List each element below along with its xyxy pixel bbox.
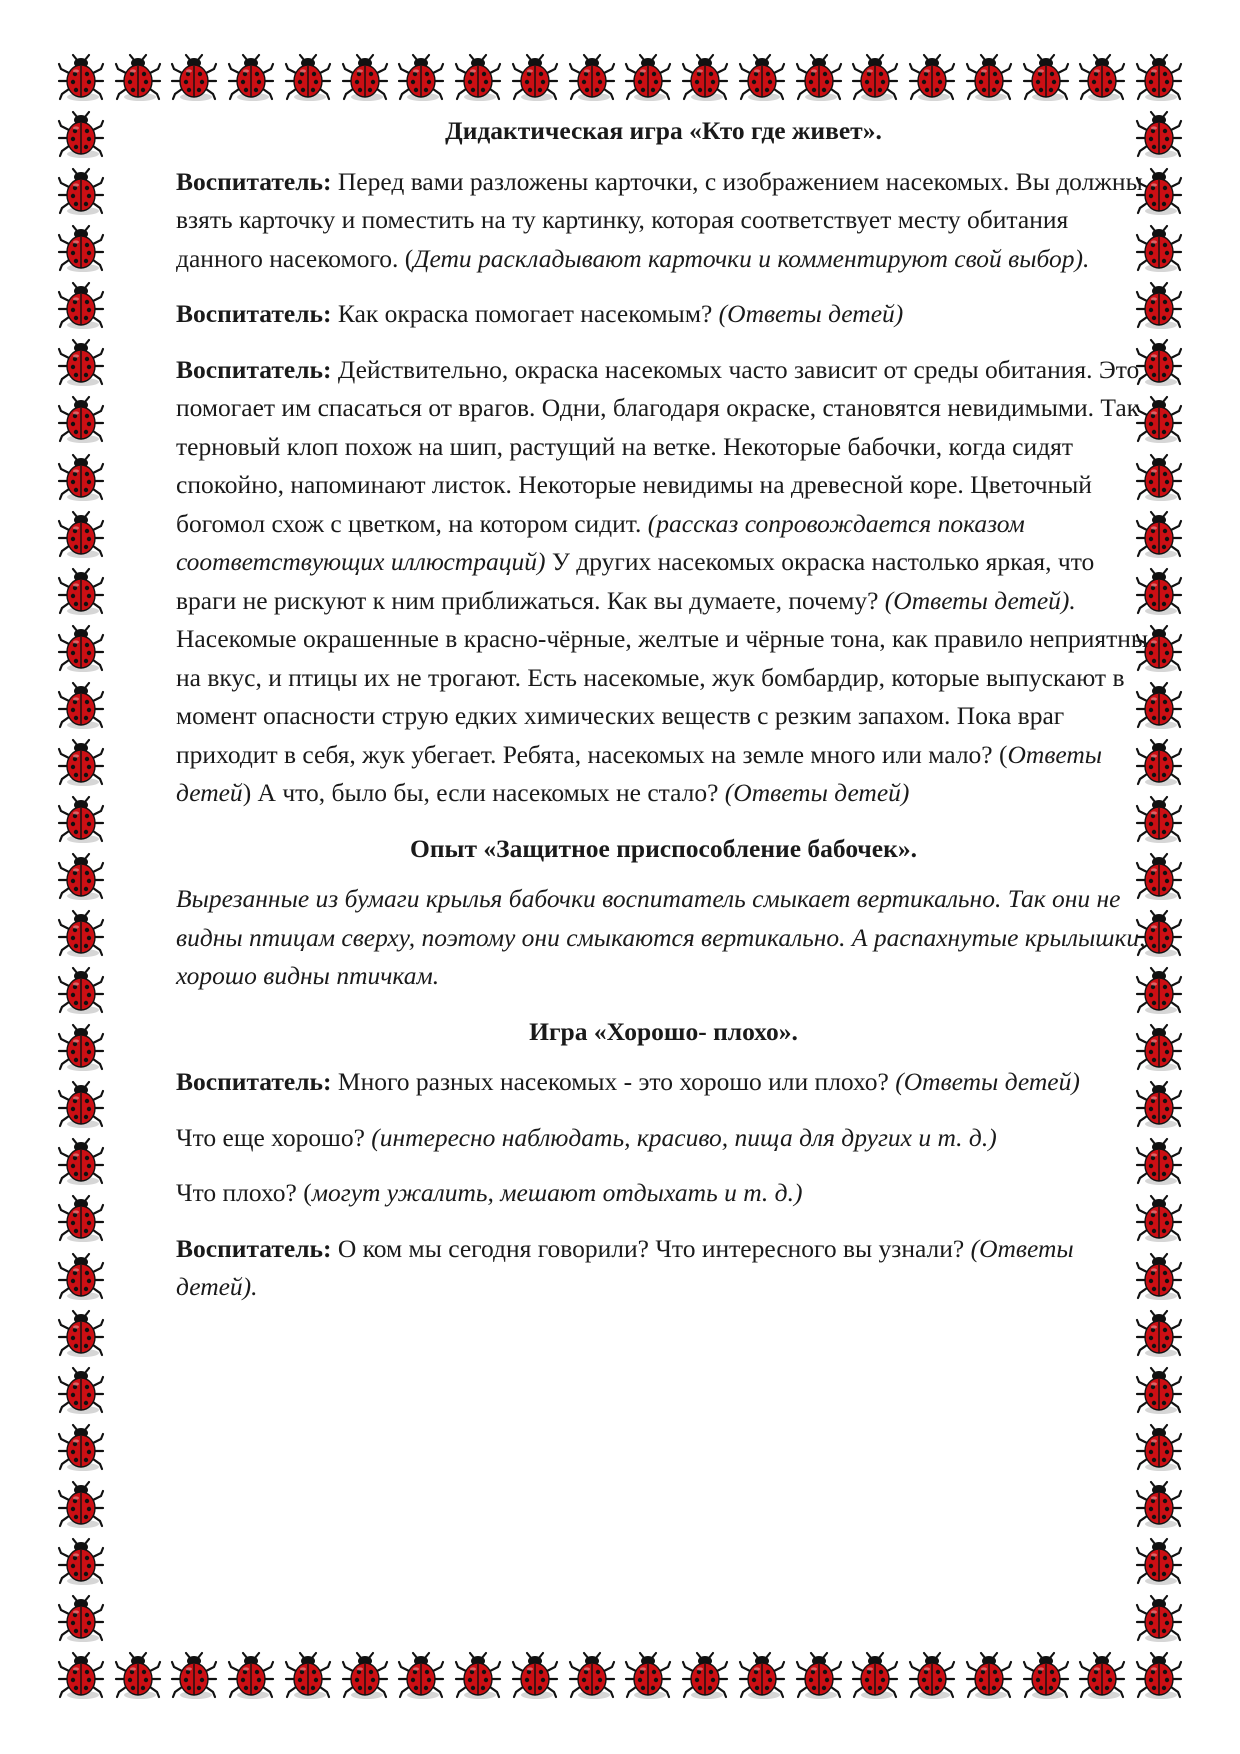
ladybug-icon bbox=[170, 1651, 218, 1701]
ladybug-icon bbox=[57, 1309, 105, 1359]
ladybug-icon bbox=[454, 1651, 502, 1701]
ladybug-icon bbox=[568, 53, 616, 103]
ladybug-icon bbox=[57, 1594, 105, 1644]
ladybug-icon bbox=[57, 1023, 105, 1073]
ladybug-icon bbox=[57, 167, 105, 217]
ladybug-icon bbox=[1022, 1651, 1070, 1701]
ladybug-icon bbox=[114, 1651, 162, 1701]
ladybug-icon bbox=[795, 1651, 843, 1701]
speaker-label: Воспитатель: bbox=[176, 1067, 332, 1096]
ladybug-icon bbox=[57, 1651, 105, 1701]
heading-good-bad-game: Игра «Хорошо- плохо». bbox=[529, 1016, 798, 1046]
ladybug-icon bbox=[57, 852, 105, 902]
ladybug-icon bbox=[57, 1366, 105, 1416]
ladybug-icon bbox=[1078, 1651, 1126, 1701]
ladybug-icon bbox=[908, 1651, 956, 1701]
ladybug-icon bbox=[57, 1194, 105, 1244]
ladybug-icon bbox=[284, 53, 332, 103]
ladybug-icon bbox=[908, 53, 956, 103]
ladybug-icon bbox=[1135, 1480, 1183, 1530]
ladybug-icon bbox=[965, 53, 1013, 103]
ladybug-icon bbox=[341, 53, 389, 103]
ladybug-icon bbox=[57, 453, 105, 503]
ladybug-icon bbox=[1022, 53, 1070, 103]
ladybug-icon bbox=[57, 909, 105, 959]
paragraph-good-or-bad: Воспитатель: Много разных насекомых - это хорошо или плохо? (Ответы детей) bbox=[176, 1067, 1080, 1096]
ladybug-icon bbox=[57, 338, 105, 388]
ladybug-icon bbox=[57, 624, 105, 674]
paragraph-coloring-explanation: Воспитатель: Действительно, окраска насекомых часто зависит от среды обитания. Это помогает им спасаться от врагов. Одни, благодаря окраске, становятся невидимыми. Так терновый клоп похож на шип, растущий на ветке. Некоторые бабочки, когда сидят спокойно, напоминают листок. Некоторые невидимы на древесной коре. Цветочный богомол схож с цветком, на котором сидит. (рассказ сопровождается показом соответствующих иллюстраций) У других насекомых окраска настолько яркая, что враги не рискуют к ним приближаться. Как вы думаете, почему? (Ответы детей). Насекомые окрашенные в красно-чёрные, желтые и чёрные тона, как правило неприятны на вкус, и птицы их не трогают. Есть насекомые, жук бомбардир, которые выпускают в момент опасности струю едких химических веществ с резким запахом. Пока враг приходит в себя, жук убегает. Ребята, насекомых на земле много или мало? (Ответы детей) А что, было бы, если насекомых не стало? (Ответы детей) bbox=[176, 354, 1149, 807]
ladybug-icon bbox=[397, 1651, 445, 1701]
ladybug-icon bbox=[1135, 1366, 1183, 1416]
ladybug-icon bbox=[57, 966, 105, 1016]
ladybug-icon bbox=[114, 53, 162, 103]
heading-didactic-game: Дидактическая игра «Кто где живет». bbox=[445, 116, 882, 145]
ladybug-icon bbox=[681, 53, 729, 103]
ladybug-icon bbox=[57, 1137, 105, 1187]
ladybug-icon bbox=[397, 53, 445, 103]
ladybug-icon bbox=[57, 1480, 105, 1530]
ladybug-icon bbox=[1135, 1537, 1183, 1587]
ladybug-icon bbox=[170, 53, 218, 103]
ladybug-icon bbox=[57, 1423, 105, 1473]
ladybug-icon bbox=[851, 53, 899, 103]
document-content bbox=[176, 112, 1151, 1324]
ladybug-icon bbox=[965, 1651, 1013, 1701]
ladybug-icon bbox=[284, 1651, 332, 1701]
paragraph-summary-question: Воспитатель: О ком мы сегодня говорили? Что интересного вы узнали? (Ответы детей). bbox=[176, 1233, 1074, 1301]
ladybug-icon bbox=[511, 53, 559, 103]
ladybug-icon bbox=[227, 53, 275, 103]
ladybug-icon bbox=[57, 395, 105, 445]
ladybug-icon bbox=[1135, 1423, 1183, 1473]
speaker-label: Воспитатель: bbox=[176, 1233, 332, 1263]
ladybug-icon bbox=[795, 53, 843, 103]
paragraph-what-bad: Что плохо? (могут ужалить, мешают отдыхать и т. д.) bbox=[176, 1178, 803, 1207]
ladybug-icon bbox=[624, 1651, 672, 1701]
ladybug-icon bbox=[1135, 1594, 1183, 1644]
ladybug-icon bbox=[57, 281, 105, 331]
ladybug-icon bbox=[738, 1651, 786, 1701]
paragraph-coloring-question: Воспитатель: Как окраска помогает насекомым? (Ответы детей) bbox=[176, 299, 904, 328]
ladybug-icon bbox=[57, 510, 105, 560]
ladybug-icon bbox=[57, 224, 105, 274]
ladybug-icon bbox=[1078, 53, 1126, 103]
ladybug-icon bbox=[738, 53, 786, 103]
ladybug-icon bbox=[57, 795, 105, 845]
ladybug-icon bbox=[57, 110, 105, 160]
ladybug-icon bbox=[57, 53, 105, 103]
ladybug-icon bbox=[57, 1252, 105, 1302]
ladybug-icon bbox=[851, 1651, 899, 1701]
ladybug-icon bbox=[57, 1537, 105, 1587]
ladybug-icon bbox=[568, 1651, 616, 1701]
ladybug-icon bbox=[511, 1651, 559, 1701]
paragraph-butterfly-wings: Вырезанные из бумаги крылья бабочки воспитатель смыкает вертикально. Так они не видны птицам сверху, поэтому они смыкаются вертикально. А распахнутые крылышки, хорошо видны птичкам. bbox=[176, 884, 1146, 990]
ladybug-icon bbox=[341, 1651, 389, 1701]
ladybug-icon bbox=[57, 681, 105, 731]
speaker-label: Воспитатель: bbox=[176, 166, 332, 196]
ladybug-icon bbox=[1135, 53, 1183, 103]
paragraph-cards: Воспитатель: Перед вами разложены карточки, с изображением насекомых. Вы должны взять карточку и поместить на ту картинку, которая соответствует месту обитания данного насекомого. (Дети раскладывают карточки и комментируют свой выбор). bbox=[176, 166, 1143, 273]
heading-experiment: Опыт «Защитное приспособление бабочек». bbox=[410, 833, 917, 863]
ladybug-icon bbox=[57, 738, 105, 788]
paragraph-what-good: Что еще хорошо? (интересно наблюдать, красиво, пища для других и т. д.) bbox=[176, 1122, 997, 1152]
ladybug-icon bbox=[624, 53, 672, 103]
ladybug-icon bbox=[57, 1080, 105, 1130]
ladybug-icon bbox=[227, 1651, 275, 1701]
ladybug-icon bbox=[1135, 1651, 1183, 1701]
ladybug-icon bbox=[57, 567, 105, 617]
ladybug-icon bbox=[681, 1651, 729, 1701]
ladybug-icon bbox=[454, 53, 502, 103]
speaker-label: Воспитатель: bbox=[176, 354, 332, 384]
speaker-label: Воспитатель: bbox=[176, 299, 332, 328]
